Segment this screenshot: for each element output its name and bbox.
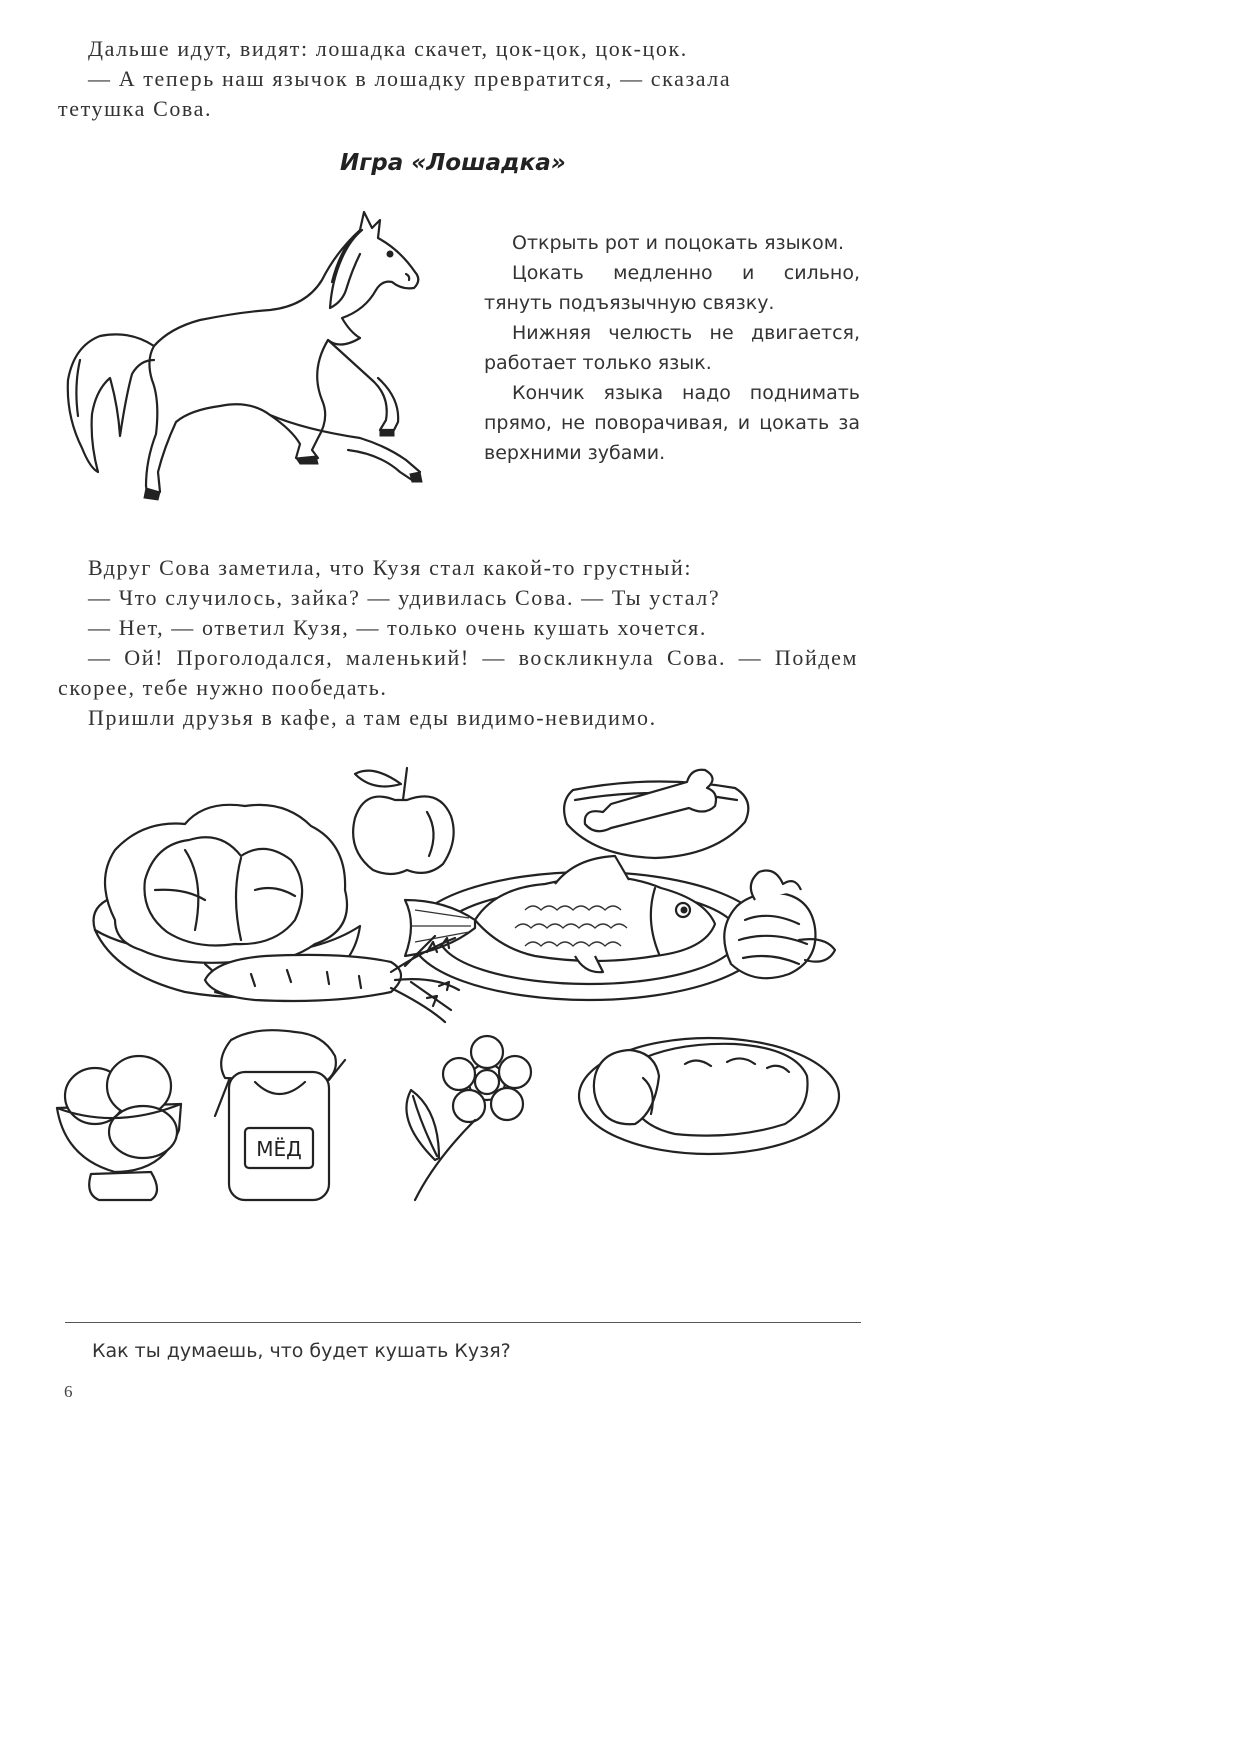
game-title: Игра «Лошадка» <box>340 150 566 176</box>
story-text <box>58 553 858 733</box>
horse-illustration <box>60 210 460 510</box>
story-line-1: Вдруг Сова заметила, что Кузя стал какой-то грустный: <box>88 555 693 580</box>
intro-line-1: Дальше идут, видят: лошадка скачет, цок-цок, цок-цок. <box>88 36 688 61</box>
instruction-4: Кончик языка надо поднимать прямо, не поворачивая, и цокать за верхними зубами. <box>484 382 860 464</box>
story-line-4: — Ой! Проголодался, маленький! — воскликнула Сова. — Пойдем скорее, тебе нужно пообедать. <box>58 645 858 700</box>
story-line-2: — Что случилось, зайка? — удивилась Сова. — Ты устал? <box>88 585 721 610</box>
intro-line-3: тетушка Сова. <box>58 96 213 121</box>
instruction-2: Цокать медленно и сильно, тянуть подъязычную связку. <box>484 262 860 314</box>
intro-line-2: — А теперь наш язычок в лошадку превратится, — сказала <box>88 66 732 91</box>
story-line-5: Пришли друзья в кафе, а там еды видимо-невидимо. <box>88 705 657 730</box>
bone-bowl-icon <box>564 770 748 858</box>
potato-bowl-icon <box>57 1056 181 1200</box>
instruction-1: Открыть рот и поцокать языком. <box>512 232 845 254</box>
intro-text <box>58 34 858 124</box>
footer-divider <box>65 1322 861 1323</box>
question-text: Как ты думаешь, что будет кушать Кузя? <box>92 1340 511 1362</box>
honey-label: МЁД <box>256 1137 302 1161</box>
honey-jar-icon <box>215 1030 345 1200</box>
fish-plate-icon <box>405 856 767 1000</box>
instruction-3: Нижняя челюсть не двигается, работает только язык. <box>484 322 860 374</box>
apple-icon <box>353 768 454 874</box>
bread-plate-icon <box>579 1038 839 1154</box>
onion-icon <box>724 871 835 979</box>
flower-icon <box>406 1036 531 1200</box>
game-instructions <box>484 228 860 468</box>
page-number: 6 <box>64 1382 73 1401</box>
food-illustration <box>55 760 875 1300</box>
story-line-3: — Нет, — ответил Кузя, — только очень кушать хочется. <box>88 615 707 640</box>
